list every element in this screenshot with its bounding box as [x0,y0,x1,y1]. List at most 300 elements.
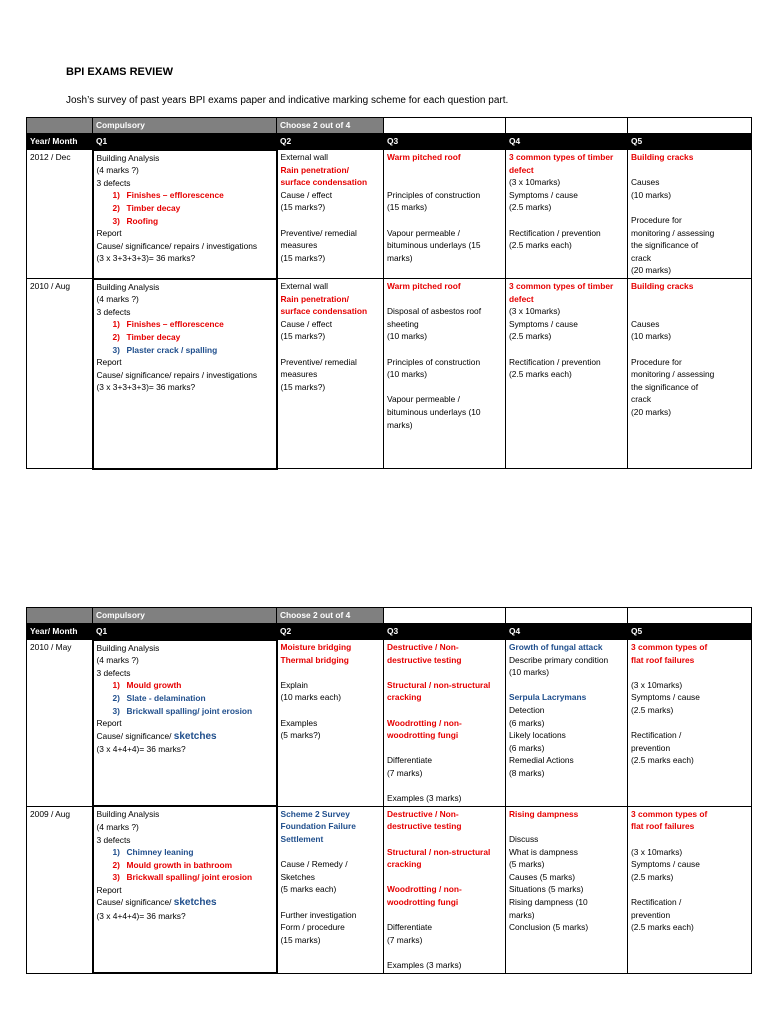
cell-text-line [281,691,381,704]
line-text: External wall [280,152,328,163]
cell-text-line [387,419,502,432]
line-text: (2.5 marks each) [631,755,694,766]
cell-text-line [631,754,748,767]
line-text: Rectification / prevention [509,227,601,238]
line-text: Structural / non-structural [387,846,491,857]
line-text: measures [280,369,318,380]
line-text: Principles of construction [387,356,481,367]
cell-text-line [281,201,381,214]
cell-text-line [509,176,624,189]
line-text: Remedial Actions [509,755,574,766]
line-text: Building cracks [631,281,694,292]
defect-list-item [97,692,273,705]
cell-text-line [281,679,381,692]
cell-text-line [281,381,381,394]
line-text: External wall [280,281,328,292]
highlighted-text [509,280,624,293]
line-text: (3 x 4+4+4)= 36 marks? [96,744,186,755]
cell-text-line [97,896,273,910]
cell-text-line [281,252,381,265]
blank-line [387,833,502,846]
cell-text-line [97,743,273,756]
highlighted-text [281,176,381,189]
cell-text-line [631,381,748,394]
document-title: BPI EXAMS REVIEW [66,66,173,78]
line-text: monitoring / assessing [631,227,715,238]
table-row [27,150,752,279]
blank-line [509,343,624,356]
line-text: (10 marks) [631,331,672,342]
line-text: Discuss [509,834,539,844]
blank-line [631,305,748,318]
group-header-cell: Compulsory [93,118,277,134]
line-text: (4 marks ?) [96,294,139,305]
list-number: 3) [112,344,120,355]
cell-text-line [509,368,624,381]
line-text: Woodrotting / non- [387,717,462,728]
defect-list-item [97,318,273,331]
line-text: (3 x 4+4+4)= 36 marks? [96,911,186,922]
cell-text-line [631,909,748,922]
q5-cell [628,150,752,279]
line-text: (15 marks) [280,934,321,945]
highlighted-text [281,305,381,318]
cell-text-line [97,381,273,394]
column-header-cell: Q1 [93,133,277,150]
emphasis-text: sketches [173,897,217,909]
line-text: surface condensation [280,306,368,317]
cell-text-line [509,201,624,214]
cell-text-line [97,884,273,897]
line-text: flat roof failures [631,654,695,665]
table-row [27,806,752,973]
line-text: (2.5 marks) [631,871,674,882]
cell-text-line [97,281,273,294]
defect-list-item [97,189,273,202]
highlighted-text [387,846,502,859]
cell-text-line [631,406,748,419]
line-text: Thermal bridging [280,654,349,665]
line-text: (5 marks each) [280,884,337,895]
highlighted-text [509,808,624,821]
q1-cell [93,806,277,973]
line-text: the significance of [631,240,699,251]
line-text: (3 x 10marks) [509,177,561,188]
highlighted-text [387,280,502,293]
cell-text-line [631,691,748,704]
line-text: Differentiate [387,922,433,933]
cell-text-line [509,227,624,240]
line-text: Conclusion (5 marks) [509,922,589,933]
line-text: (6 marks) [509,717,545,728]
cell-text-line [631,858,748,871]
line-text: measures [280,240,318,251]
blank-line [281,214,381,227]
cell-text-line [631,176,748,189]
q2-cell [277,806,384,973]
blank-line [631,201,748,214]
line-text: woodrotting fungi [387,896,459,907]
column-header-row [27,623,752,640]
column-header-cell: Q4 [506,133,628,150]
line-text: destructive testing [387,821,462,832]
line-text: crack [631,394,652,405]
line-text: Symptoms / cause [631,692,700,703]
blank-line [387,742,502,755]
line-text: (2.5 marks) [509,202,552,213]
column-header-cell: Q4 [506,623,628,640]
line-text: (5 marks) [509,859,545,870]
line-text: Report [96,884,122,895]
line-text: Building Analysis [96,281,160,292]
blank-line [387,871,502,884]
cell-text-line [387,356,502,369]
cell-text-line [509,717,624,730]
line-text: Cause / effect [280,318,333,329]
line-text: 3 common types of timber [509,152,614,163]
line-text: (20 marks) [631,406,672,417]
line-text: marks) [387,252,413,263]
line-text: Rectification / [631,730,682,741]
group-header-cell [506,608,628,624]
cell-text-line [97,164,273,177]
cell-text-line [387,767,502,780]
q2-cell [277,279,384,469]
q2-cell [277,150,384,279]
blank-line [387,381,502,394]
line-text: (3 x 3+3+3+3)= 36 marks? [96,253,196,264]
line-text: Detection [509,705,545,716]
q1-cell [93,279,277,469]
cell-text-line [509,666,624,679]
blank-line [387,946,502,959]
defect-list-item [97,871,273,884]
defect-list-item [97,859,273,872]
cell-text-line [281,189,381,202]
line-text: (2.5 marks) [631,705,674,716]
line-text: monitoring / assessing [631,369,715,380]
line-text: sheeting [387,318,419,329]
line-text: Sketches [280,871,315,882]
line-text: Vapour permeable / [387,227,460,238]
highlighted-text [509,641,624,654]
cell-text-line [631,356,748,369]
line-text: woodrotting fungi [387,730,459,741]
line-text: (15 marks) [387,202,428,213]
cell-text-line [631,742,748,755]
column-header-row [27,133,752,150]
cell-text-line [509,754,624,767]
column-header-cell: Q2 [277,623,384,640]
cell-text-line [509,356,624,369]
column-header-cell: Q2 [277,133,384,150]
cell-text-line [97,834,273,847]
line-text: 3 defects [96,834,131,845]
cell-text-line [97,667,273,680]
column-header-cell: Year/ Month [27,623,93,640]
q2-cell [277,640,384,807]
group-header-cell [27,118,93,134]
cell-text-line [97,252,273,265]
line-text: Growth of fungal attack [509,642,603,653]
highlighted-text [387,691,502,704]
line-text: Moisture bridging [280,642,352,653]
line-text: Warm pitched roof [387,152,461,163]
q5-cell [628,806,752,973]
line-text: (7 marks) [387,768,423,779]
line-text: Symptoms / cause [509,318,578,329]
cell-text-line [631,318,748,331]
blank-line [509,214,624,227]
cell-text-line [387,305,502,318]
blank-line [631,293,748,306]
highlighted-text [281,164,381,177]
line-text: Rectification / prevention [509,356,601,367]
cell-text-line [281,934,381,947]
line-text: (5 marks?) [280,730,321,741]
line-text: (3 x 3+3+3+3)= 36 marks? [96,382,196,393]
line-text: Warm pitched roof [387,281,461,292]
cell-text-line [281,909,381,922]
q3-cell [384,279,506,469]
cell-text-line [509,909,624,922]
cell-text-line [97,808,273,821]
line-text: Causes [631,318,660,329]
cell-text-line [97,910,273,923]
line-text: bituminous underlays (15 [387,240,481,251]
line-text: destructive testing [387,654,462,665]
line-text: Cause/ significance/ [96,730,174,741]
line-text: (2.5 marks each) [509,240,572,251]
defect-label: Roofing [126,215,159,226]
cell-text-line [509,921,624,934]
list-number: 1) [112,319,120,330]
group-header-cell: Compulsory [93,608,277,624]
highlighted-text [387,151,502,164]
line-text: flat roof failures [631,821,695,832]
line-text: 3 defects [96,667,131,678]
line-text: cracking [387,692,422,703]
year-month-cell: 2010 / May [27,640,93,807]
q4-cell [506,279,628,469]
line-text: 3 common types of [631,642,708,653]
year-month-cell: 2012 / Dec [27,150,93,279]
highlighted-text [387,717,502,730]
blank-line [387,293,502,306]
cell-text-line [631,679,748,692]
blank-line [281,896,381,909]
highlighted-text [387,679,502,692]
cell-text-line [509,767,624,780]
highlighted-text [387,883,502,896]
cell-text-line [631,189,748,202]
line-text: (8 marks) [509,768,545,779]
highlighted-text [509,691,624,704]
defect-list-item [97,215,273,228]
highlighted-text [387,858,502,871]
cell-text-line [97,717,273,730]
q5-cell [628,640,752,807]
group-header-row [27,118,752,134]
line-text: Preventive/ remedial [280,227,357,238]
exam-table-2 [26,607,752,974]
cell-text-line [631,368,748,381]
cell-text-line [281,368,381,381]
line-text: bituminous underlays (10 [387,406,481,417]
line-text: cracking [387,859,422,870]
list-number: 2) [112,692,120,703]
list-number: 1) [112,680,120,691]
cell-text-line [281,318,381,331]
line-text: Procedure for [631,356,682,367]
line-text: What is dampness [509,846,578,857]
line-text: (4 marks ?) [96,165,139,176]
highlighted-text [281,641,381,654]
cell-text-line [97,821,273,834]
group-header-cell: Choose 2 out of 4 [277,608,384,624]
blank-line [631,883,748,896]
cell-text-line [631,330,748,343]
cell-text-line [387,318,502,331]
line-text: Destructive / Non- [387,808,459,819]
line-text: defect [509,164,534,175]
line-text: (3 x 10marks) [631,679,683,690]
highlighted-text [281,293,381,306]
highlighted-text [631,280,748,293]
line-text: the significance of [631,381,699,392]
cell-text-line [509,654,624,667]
line-text: Examples (3 marks) [387,793,462,804]
defect-label: Slate - delamination [126,692,206,703]
q3-cell [384,640,506,807]
list-number: 3) [112,215,120,226]
cell-text-line [631,252,748,265]
cell-text-line [97,642,273,655]
cell-text-line [509,704,624,717]
line-text: Symptoms / cause [631,859,700,870]
line-text: Examples [280,717,318,728]
blank-line [387,343,502,356]
blank-line [631,717,748,730]
defect-list-item [97,705,273,718]
line-text: Serpula Lacrymans [509,692,587,703]
cell-text-line [97,356,273,369]
group-header-cell [384,118,506,134]
defect-label: Timber decay [126,331,181,342]
line-text: (6 marks) [509,742,545,753]
cell-text-line [631,871,748,884]
cell-text-line [281,227,381,240]
group-header-cell [628,118,752,134]
line-text: crack [631,252,652,263]
cell-text-line [631,921,748,934]
highlighted-text [509,293,624,306]
blank-line [281,343,381,356]
defect-label: Mould growth in bathroom [126,859,233,870]
cell-text-line [387,393,502,406]
line-text: Cause/ significance/ repairs / investigations [96,240,258,251]
list-number: 3) [112,872,120,883]
cell-text-line [281,330,381,343]
highlighted-text [281,654,381,667]
cell-text-line [97,293,273,306]
cell-text-line [509,330,624,343]
highlighted-text [631,151,748,164]
cell-text-line [509,896,624,909]
line-text: (7 marks) [387,934,423,945]
line-text: Further investigation [280,909,357,920]
defect-label: Timber decay [126,202,181,213]
blank-line [631,833,748,846]
highlighted-text [387,729,502,742]
line-text: Preventive/ remedial [280,356,357,367]
cell-text-line [97,240,273,253]
line-text: Cause / Remedy / [280,859,348,870]
blank-line [387,214,502,227]
defect-list-item [97,331,273,344]
q4-cell [506,150,628,279]
defect-label: Mould growth [126,680,182,691]
cell-text-line [387,330,502,343]
q4-cell [506,640,628,807]
line-text: Woodrotting / non- [387,884,462,895]
cell-text-line [387,227,502,240]
cell-text-line [631,896,748,909]
line-text: Report [96,718,122,729]
line-text: Vapour permeable / [387,394,460,405]
line-text: Cause / effect [280,189,333,200]
cell-text-line [631,227,748,240]
cell-text-line [281,239,381,252]
cell-text-line [509,833,624,846]
highlighted-text [387,654,502,667]
cell-text-line [387,934,502,947]
cell-text-line [97,227,273,240]
cell-text-line [387,239,502,252]
line-text: (2.5 marks each) [509,369,572,380]
column-header-cell: Q3 [384,133,506,150]
cell-text-line [97,152,273,165]
line-text: Procedure for [631,215,682,226]
cell-text-line [281,151,381,164]
line-text: (4 marks ?) [96,821,139,832]
line-text: (4 marks ?) [96,655,139,666]
cell-text-line [387,754,502,767]
defect-list-item [97,846,273,859]
table-row [27,279,752,469]
blank-line [387,176,502,189]
line-text: Rising dampness (10 [509,896,588,907]
line-text: 3 defects [96,306,131,317]
line-text: Cause/ significance/ [96,897,174,908]
list-number: 1) [112,847,120,858]
line-text: (10 marks) [387,331,428,342]
list-number: 2) [112,331,120,342]
line-text: (15 marks?) [280,202,326,213]
line-text: Rectification / [631,896,682,907]
line-text: Likely locations [509,730,566,741]
line-text: marks) [387,419,413,430]
cell-text-line [281,729,381,742]
blank-line [387,704,502,717]
blank-line [281,704,381,717]
cell-text-line [509,189,624,202]
cell-text-line [509,871,624,884]
column-header-cell: Q5 [628,623,752,640]
line-text: (10 marks) [509,667,550,678]
line-text: Causes (5 marks) [509,871,576,882]
document-subtitle: Josh’s survey of past years BPI exams paper and indicative marking scheme for each question part. [66,95,509,106]
